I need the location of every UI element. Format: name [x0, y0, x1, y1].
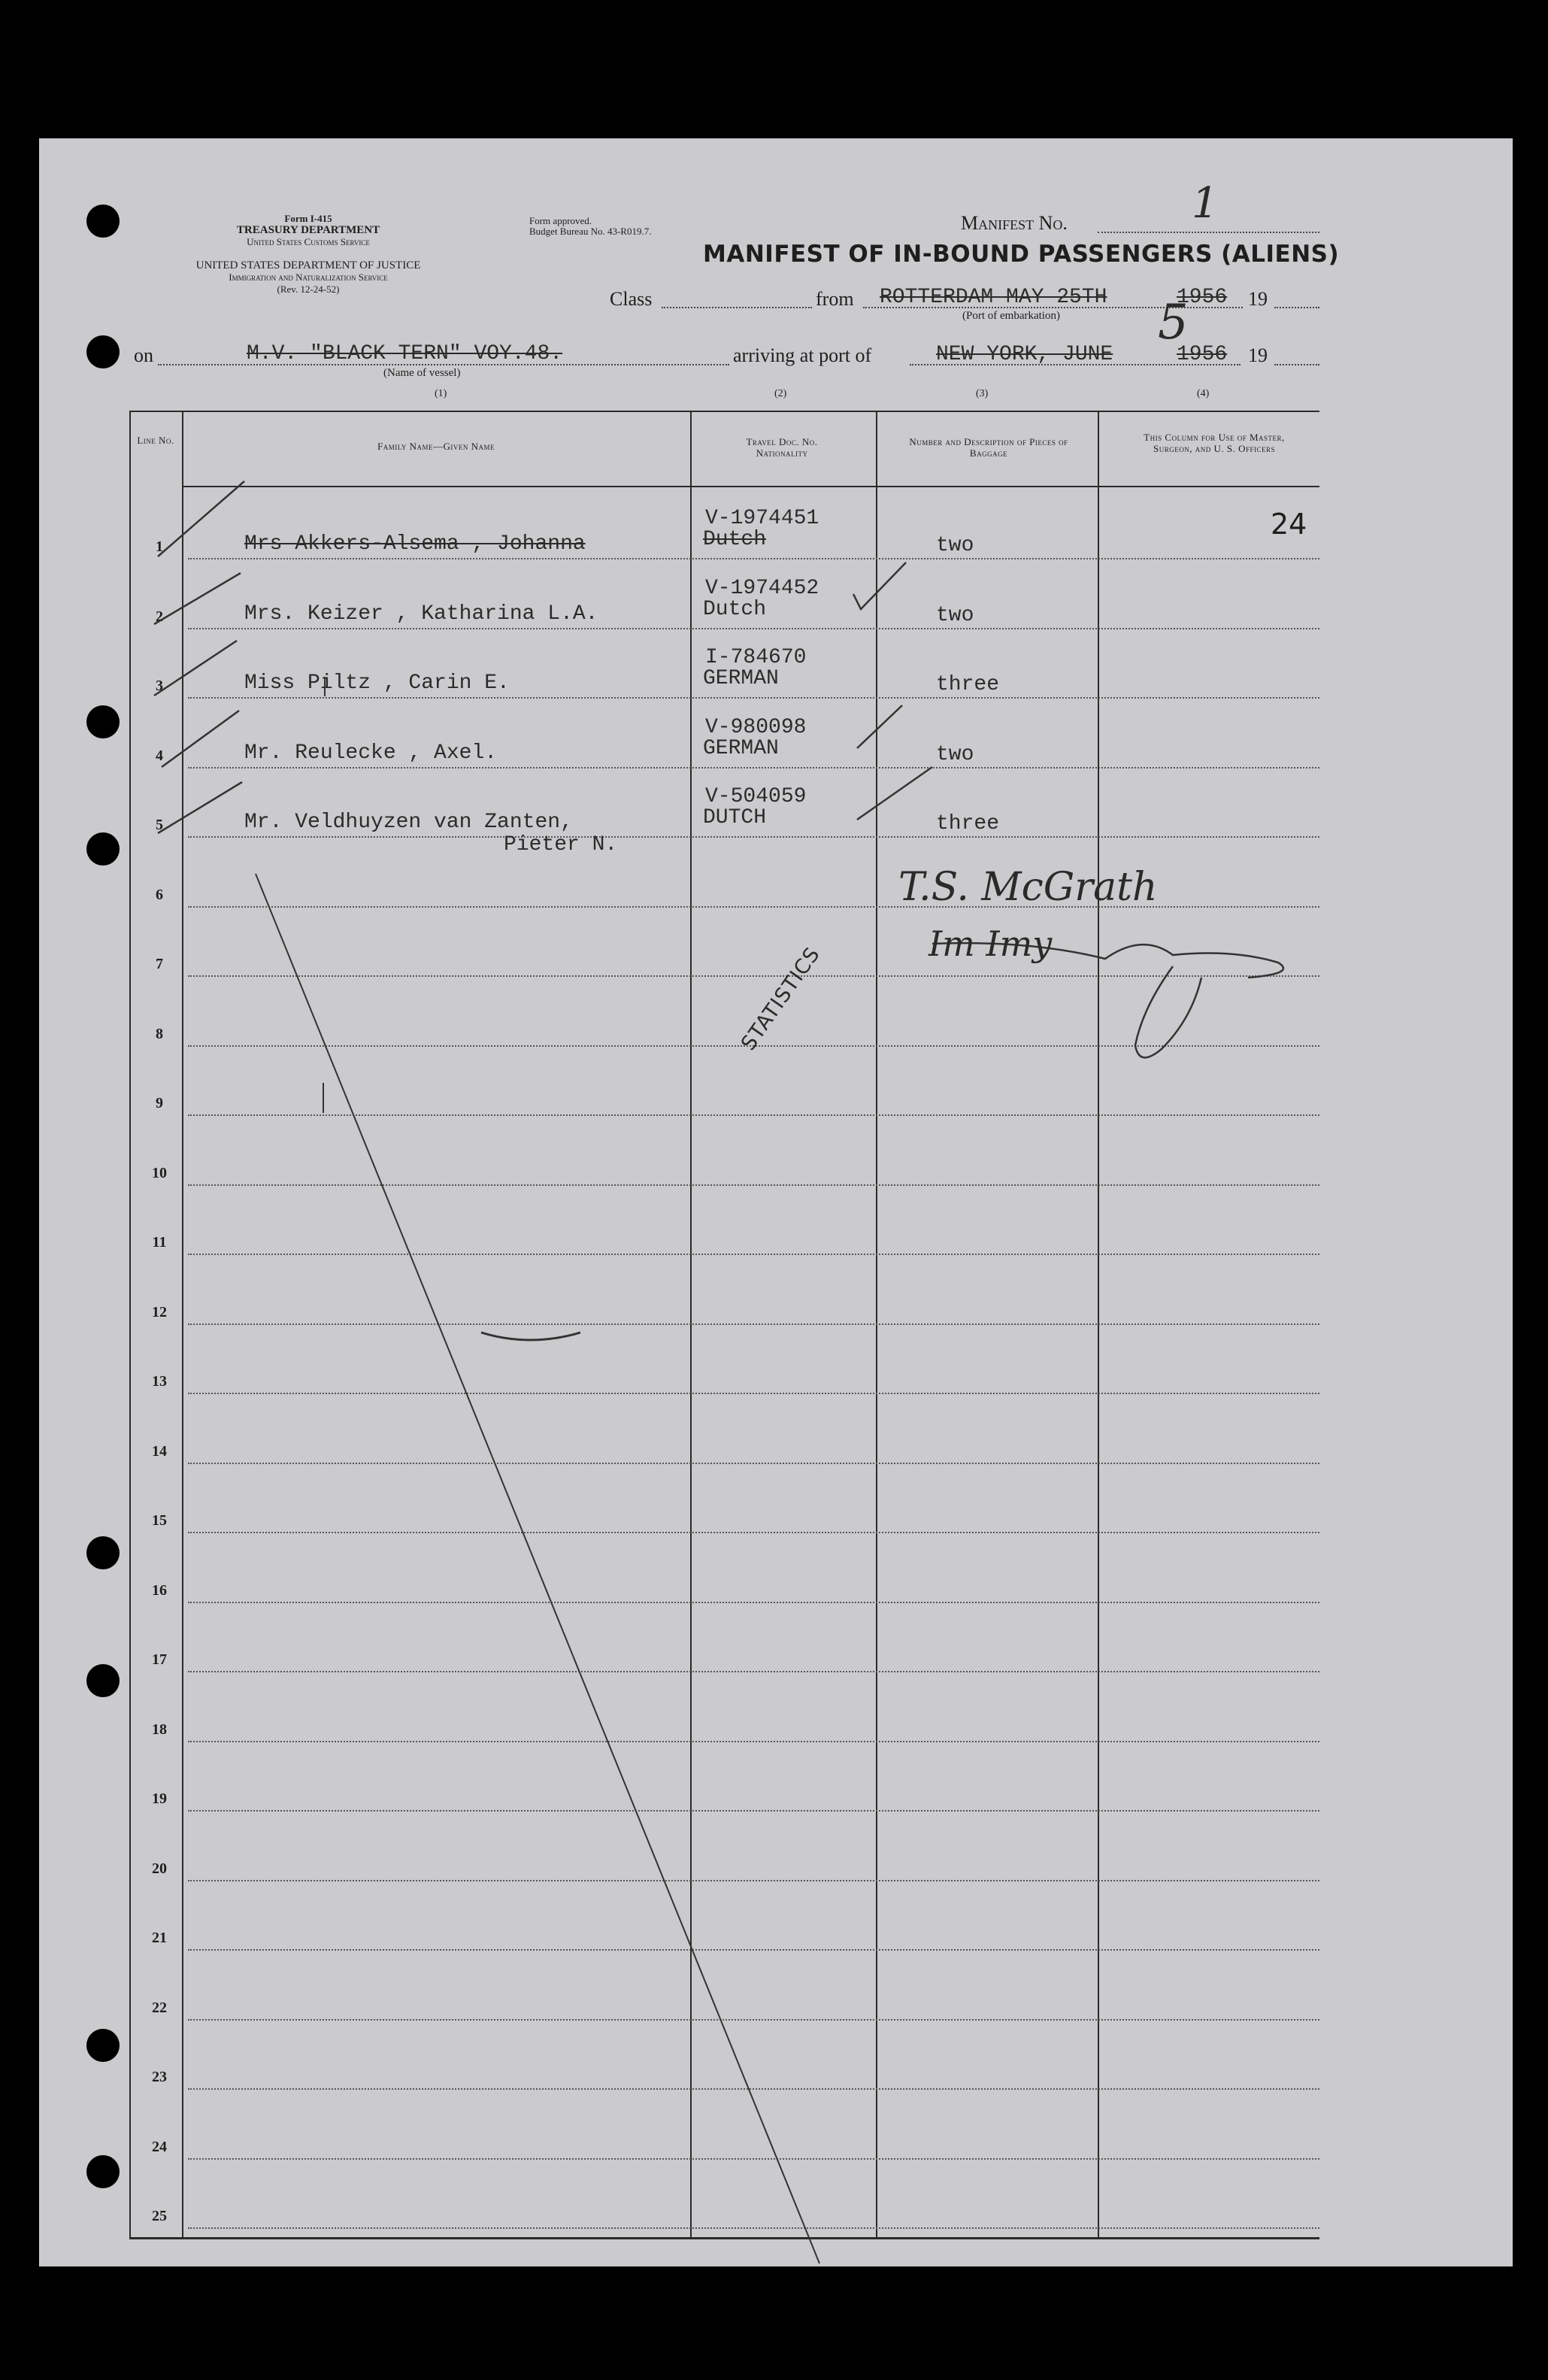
line-number: 3	[156, 678, 163, 694]
baggage-count: two	[936, 534, 974, 557]
slash-mark	[158, 481, 244, 556]
class-label: Class	[610, 288, 653, 310]
manifest-no-label: Manifest No.	[961, 212, 1068, 234]
column-number-1: (1)	[435, 388, 447, 399]
nationality: Dutch	[703, 598, 767, 621]
travel-doc-number: V-1974451	[705, 507, 819, 530]
column-number-3: (3)	[976, 388, 989, 399]
line-number: 21	[152, 1930, 167, 1946]
signature-second: Im Imy	[928, 923, 1053, 964]
nationality: DUTCH	[703, 806, 767, 829]
arrival-year: 1956	[1177, 343, 1228, 366]
departure-year: 1956	[1177, 286, 1228, 309]
baggage-count: two	[936, 604, 974, 627]
line-number: 10	[152, 1165, 167, 1181]
on-label: on	[134, 344, 153, 366]
budget-bureau: Budget Bureau No. 43-R019.7.	[529, 226, 652, 237]
check-mark	[857, 705, 902, 748]
line-number: 6	[156, 887, 163, 903]
line-number: 20	[152, 1860, 167, 1877]
arrival-day: 5	[1158, 295, 1189, 350]
treasury-department: TREASURY DEPARTMENT	[236, 224, 380, 236]
passenger-name-cont: Pieter N.	[504, 833, 618, 856]
manifest-number: 1	[1192, 179, 1219, 228]
year-19: 19	[1248, 288, 1268, 310]
passenger-name: Mr. Reulecke , Axel.	[244, 741, 498, 765]
passenger-name: Mrs Akkers-Alsema , Johanna	[244, 532, 586, 556]
slash-mark	[158, 782, 242, 833]
slash-mark	[162, 711, 239, 767]
vessel-name: M.V. "BLACK TERN" VOY.48.	[247, 342, 563, 365]
form-number: Form I-415	[284, 213, 332, 224]
line-number: 25	[152, 2208, 167, 2224]
column-number-2: (2)	[774, 388, 787, 399]
nationality: GERMAN	[703, 667, 779, 690]
slash-mark	[154, 641, 237, 696]
diagonal-cancel-line	[256, 874, 819, 2263]
curve-mark	[481, 1332, 580, 1340]
check-mark	[853, 562, 906, 609]
port-note: (Port of embarkation)	[962, 310, 1060, 322]
slash-mark	[154, 573, 241, 624]
header-name: Family Name—Given Name	[377, 441, 495, 452]
from-label: from	[816, 288, 854, 310]
baggage-count: two	[936, 743, 974, 766]
nationality: GERMAN	[703, 737, 779, 760]
line-number: 15	[152, 1512, 167, 1529]
travel-doc-number: V-504059	[705, 785, 807, 808]
immigration-service: Immigration and Naturalization Service	[229, 271, 388, 283]
passenger-name: Mr. Veldhuyzen van Zanten,	[244, 811, 573, 834]
check-mark	[857, 767, 932, 820]
signature-mcgrath: T.S. McGrath	[898, 865, 1158, 910]
baggage-count: three	[936, 673, 1000, 696]
line-number: 22	[152, 2000, 167, 2016]
arriving-label: arriving at port of	[733, 344, 872, 366]
port-of-embarkation: ROTTERDAM MAY 25TH	[880, 286, 1107, 309]
header-baggage: Number and Description of Pieces of Baggage	[909, 436, 1068, 459]
travel-doc-number: V-1974452	[705, 577, 819, 600]
baggage-count: three	[936, 812, 1000, 835]
line-number: 13	[152, 1373, 167, 1390]
year-19-arrival: 19	[1248, 344, 1268, 366]
justice-department: UNITED STATES DEPARTMENT OF JUSTICE	[195, 259, 421, 271]
line-number: 12	[152, 1304, 167, 1320]
customs-service: United States Customs Service	[247, 236, 370, 247]
column-number-4: (4)	[1197, 388, 1210, 399]
vessel-note: (Name of vessel)	[383, 367, 461, 379]
header-travel-doc: Travel Doc. No. Nationality	[746, 436, 818, 459]
line-number: 1	[156, 538, 163, 555]
nationality: Dutch	[703, 528, 767, 551]
statistics-stamp: STATISTICS	[737, 942, 825, 1055]
header-officers: This Column for Use of Master, Surgeon, and U. S. Officers	[1144, 432, 1285, 454]
line-number: 8	[156, 1026, 163, 1042]
line-number: 17	[152, 1651, 167, 1668]
line-number: 7	[156, 956, 163, 972]
port-of-arrival: NEW YORK, JUNE	[936, 343, 1113, 366]
travel-doc-number: V-980098	[705, 716, 807, 739]
line-number: 18	[152, 1721, 167, 1738]
line-number: 24	[152, 2139, 167, 2155]
line-number: 19	[152, 1790, 167, 1807]
form-approved: Form approved.	[529, 215, 592, 226]
officer-number: 24	[1271, 508, 1307, 541]
manifest-title: MANIFEST OF IN-BOUND PASSENGERS (ALIENS)	[703, 241, 1340, 268]
line-number: 16	[152, 1582, 167, 1599]
travel-doc-number: I-784670	[705, 646, 807, 669]
line-number: 2	[156, 608, 163, 625]
line-number: 23	[152, 2069, 167, 2085]
passenger-name: Mrs. Keizer , Katharina L.A.	[244, 602, 598, 626]
header-line-no: Line No.	[137, 435, 174, 446]
line-number: 4	[156, 747, 163, 764]
revision-date: (Rev. 12-24-52)	[277, 283, 340, 295]
line-number: 11	[152, 1234, 167, 1251]
line-number: 14	[152, 1443, 167, 1460]
line-number: 9	[156, 1095, 163, 1111]
passenger-name: Miss Piltz , Carin E.	[244, 672, 510, 695]
line-number: 5	[156, 817, 163, 833]
